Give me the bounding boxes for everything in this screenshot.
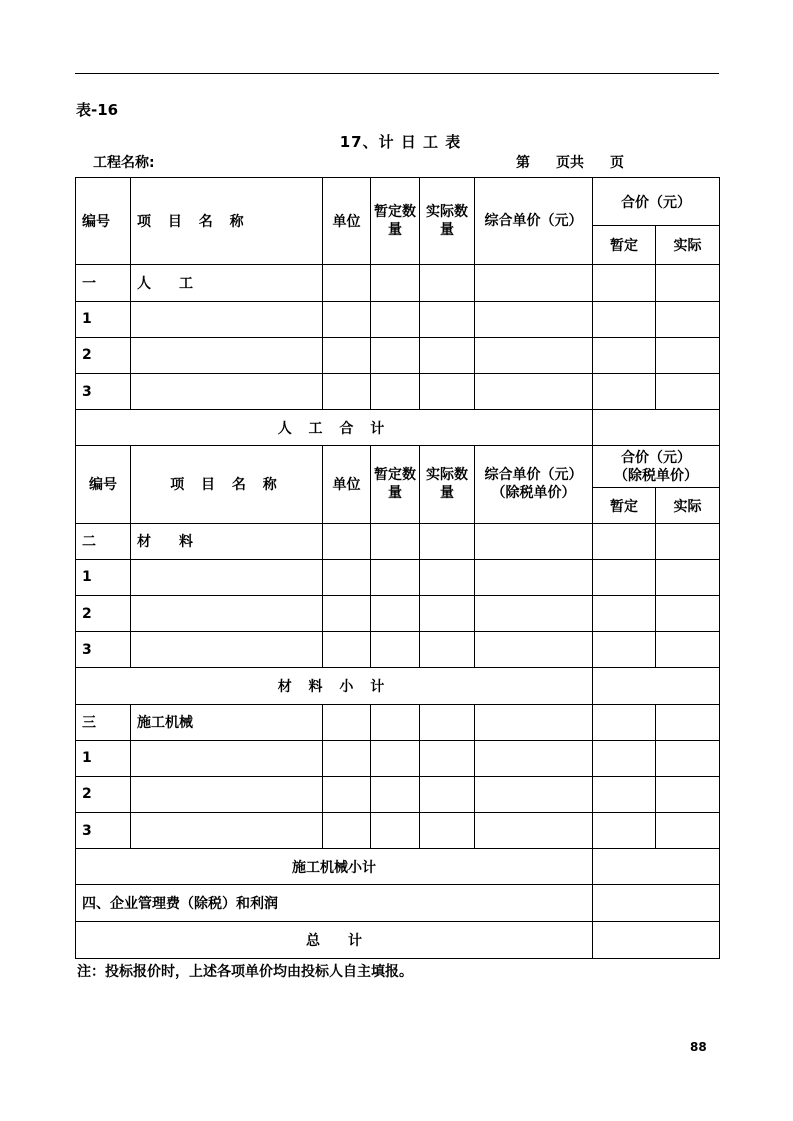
table-row <box>76 301 720 337</box>
col-provisional-header-2: 暂定 <box>593 488 656 523</box>
materials-subtotal-label: 材 料 小 计 <box>76 668 593 704</box>
cell[interactable] <box>371 596 420 632</box>
page-number: 88 <box>690 1040 707 1054</box>
labor-subtotal-label: 人 工 合 计 <box>76 410 593 446</box>
cell[interactable] <box>131 337 323 373</box>
cell[interactable] <box>420 559 475 595</box>
day-work-table <box>75 177 720 959</box>
cell[interactable] <box>371 523 420 559</box>
col-actual-header: 实际 <box>656 226 720 265</box>
cell[interactable] <box>475 740 593 776</box>
cell[interactable] <box>593 596 656 632</box>
cell[interactable] <box>420 776 475 812</box>
cell[interactable] <box>420 704 475 740</box>
cell[interactable] <box>593 704 656 740</box>
management-fee-row <box>76 885 720 921</box>
total-price-line1: 合价（元） <box>621 449 691 466</box>
cell[interactable] <box>371 740 420 776</box>
table-row <box>76 559 720 595</box>
table-header-row-2 <box>76 446 720 488</box>
col-no-header-2: 编号 <box>76 446 131 523</box>
cell[interactable] <box>656 776 720 812</box>
table-header-row <box>76 178 720 226</box>
cell[interactable] <box>656 373 720 409</box>
cell[interactable] <box>475 596 593 632</box>
cell[interactable] <box>593 740 656 776</box>
table-row <box>76 776 720 812</box>
project-name-label: 工程名称: <box>93 155 155 171</box>
footnote: 注：投标报价时，上述各项单价均由投标人自主填报。 <box>77 964 413 980</box>
col-provisional-qty-header: 暂定数量 <box>371 178 420 265</box>
col-unit-header-2: 单位 <box>323 446 371 523</box>
machinery-category-row <box>76 704 720 740</box>
row-number: 1 <box>76 301 131 337</box>
cell[interactable] <box>323 301 371 337</box>
table-row <box>76 740 720 776</box>
cell[interactable] <box>420 337 475 373</box>
cell[interactable] <box>593 632 656 668</box>
table-row <box>76 632 720 668</box>
materials-category-row <box>76 523 720 559</box>
table-row <box>76 813 720 849</box>
page-info-mid: 页共 <box>556 155 584 171</box>
cell[interactable] <box>131 596 323 632</box>
cell[interactable] <box>371 704 420 740</box>
col-total-price-header-2 <box>593 446 720 488</box>
cell[interactable] <box>656 265 720 301</box>
labor-subtotal-row <box>76 410 720 446</box>
cell[interactable] <box>475 776 593 812</box>
cell[interactable] <box>593 559 656 595</box>
total-price-line2: （除税单价） <box>614 467 698 484</box>
page-info <box>516 152 624 172</box>
col-provisional-qty-header-2: 暂定数量 <box>371 446 420 523</box>
cell[interactable] <box>371 373 420 409</box>
table-row <box>76 373 720 409</box>
cell[interactable] <box>475 813 593 849</box>
machinery-name: 施工机械 <box>131 704 323 740</box>
table-row <box>76 596 720 632</box>
cell[interactable] <box>323 776 371 812</box>
labor-subtotal-value[interactable] <box>593 410 720 446</box>
col-unit-header: 单位 <box>323 178 371 265</box>
cell[interactable] <box>323 704 371 740</box>
grand-total-row <box>76 921 720 958</box>
col-provisional-header: 暂定 <box>593 226 656 265</box>
cell[interactable] <box>593 373 656 409</box>
cell[interactable] <box>593 265 656 301</box>
cell[interactable] <box>371 301 420 337</box>
cell[interactable] <box>371 337 420 373</box>
cell[interactable] <box>131 740 323 776</box>
header-rule <box>75 73 719 74</box>
management-fee-label: 四、企业管理费（除税）和利润 <box>76 885 593 921</box>
row-number: 2 <box>76 337 131 373</box>
labor-name: 人 工 <box>131 265 323 301</box>
cell[interactable] <box>323 523 371 559</box>
cell[interactable] <box>475 337 593 373</box>
cell[interactable] <box>656 632 720 668</box>
labor-no: 一 <box>76 265 131 301</box>
col-actual-qty-header-2: 实际数量 <box>420 446 475 523</box>
row-number: 2 <box>76 776 131 812</box>
col-unit-price-header: 综合单价（元） <box>475 178 593 265</box>
row-number: 3 <box>76 632 131 668</box>
cell[interactable] <box>475 632 593 668</box>
row-number: 1 <box>76 740 131 776</box>
table-row <box>76 337 720 373</box>
cell[interactable] <box>323 373 371 409</box>
cell[interactable] <box>656 596 720 632</box>
cell[interactable] <box>420 301 475 337</box>
table-number: 表-16 <box>76 101 119 119</box>
cell[interactable] <box>131 813 323 849</box>
cell[interactable] <box>323 265 371 301</box>
cell[interactable] <box>131 776 323 812</box>
row-number: 3 <box>76 373 131 409</box>
page-title: 17、计 日 工 表 <box>339 133 462 151</box>
materials-name: 材 料 <box>131 523 323 559</box>
cell[interactable] <box>323 740 371 776</box>
cell[interactable] <box>371 632 420 668</box>
cell[interactable] <box>371 559 420 595</box>
unit-price-line2: （除税单价） <box>491 485 576 502</box>
machinery-no: 三 <box>76 704 131 740</box>
page-info-left: 第 <box>516 155 530 171</box>
unit-price-line1: 综合单价（元） <box>484 467 583 484</box>
cell[interactable] <box>656 301 720 337</box>
cell[interactable] <box>131 632 323 668</box>
row-number: 2 <box>76 596 131 632</box>
page-info-right: 页 <box>610 155 624 171</box>
cell[interactable] <box>420 632 475 668</box>
grand-total-value[interactable] <box>593 921 720 958</box>
cell[interactable] <box>656 337 720 373</box>
col-total-price-header: 合价（元） <box>593 178 720 226</box>
cell[interactable] <box>131 373 323 409</box>
materials-subtotal-value[interactable] <box>593 668 720 704</box>
cell[interactable] <box>593 813 656 849</box>
cell[interactable] <box>371 265 420 301</box>
cell[interactable] <box>323 559 371 595</box>
materials-subtotal-row <box>76 668 720 704</box>
cell[interactable] <box>475 301 593 337</box>
cell[interactable] <box>593 523 656 559</box>
cell[interactable] <box>593 337 656 373</box>
cell[interactable] <box>131 559 323 595</box>
cell[interactable] <box>420 813 475 849</box>
col-unit-price-header-2 <box>475 446 593 523</box>
cell[interactable] <box>420 373 475 409</box>
machinery-subtotal-row <box>76 849 720 885</box>
management-fee-value[interactable] <box>593 885 720 921</box>
grand-total-label: 总 计 <box>76 921 593 958</box>
cell[interactable] <box>323 596 371 632</box>
col-actual-header-2: 实际 <box>656 488 720 523</box>
cell[interactable] <box>656 523 720 559</box>
cell[interactable] <box>420 265 475 301</box>
cell[interactable] <box>475 373 593 409</box>
col-no-header: 编号 <box>76 178 131 265</box>
col-actual-qty-header: 实际数量 <box>420 178 475 265</box>
row-number: 3 <box>76 813 131 849</box>
cell[interactable] <box>656 559 720 595</box>
cell[interactable] <box>475 265 593 301</box>
cell[interactable] <box>593 301 656 337</box>
cell[interactable] <box>475 704 593 740</box>
materials-no: 二 <box>76 523 131 559</box>
cell[interactable] <box>420 523 475 559</box>
col-item-header: 项 目 名 称 <box>131 178 323 265</box>
cell[interactable] <box>323 813 371 849</box>
cell[interactable] <box>420 740 475 776</box>
machinery-subtotal-label: 施工机械小计 <box>76 849 593 885</box>
cell[interactable] <box>371 813 420 849</box>
cell[interactable] <box>371 776 420 812</box>
row-number: 1 <box>76 559 131 595</box>
cell[interactable] <box>131 301 323 337</box>
labor-category-row <box>76 265 720 301</box>
cell[interactable] <box>475 559 593 595</box>
cell[interactable] <box>593 776 656 812</box>
cell[interactable] <box>656 740 720 776</box>
cell[interactable] <box>323 337 371 373</box>
machinery-subtotal-value[interactable] <box>593 849 720 885</box>
cell[interactable] <box>420 596 475 632</box>
cell[interactable] <box>656 704 720 740</box>
cell[interactable] <box>323 632 371 668</box>
cell[interactable] <box>475 523 593 559</box>
cell[interactable] <box>656 813 720 849</box>
col-item-header-2: 项 目 名 称 <box>131 446 323 523</box>
